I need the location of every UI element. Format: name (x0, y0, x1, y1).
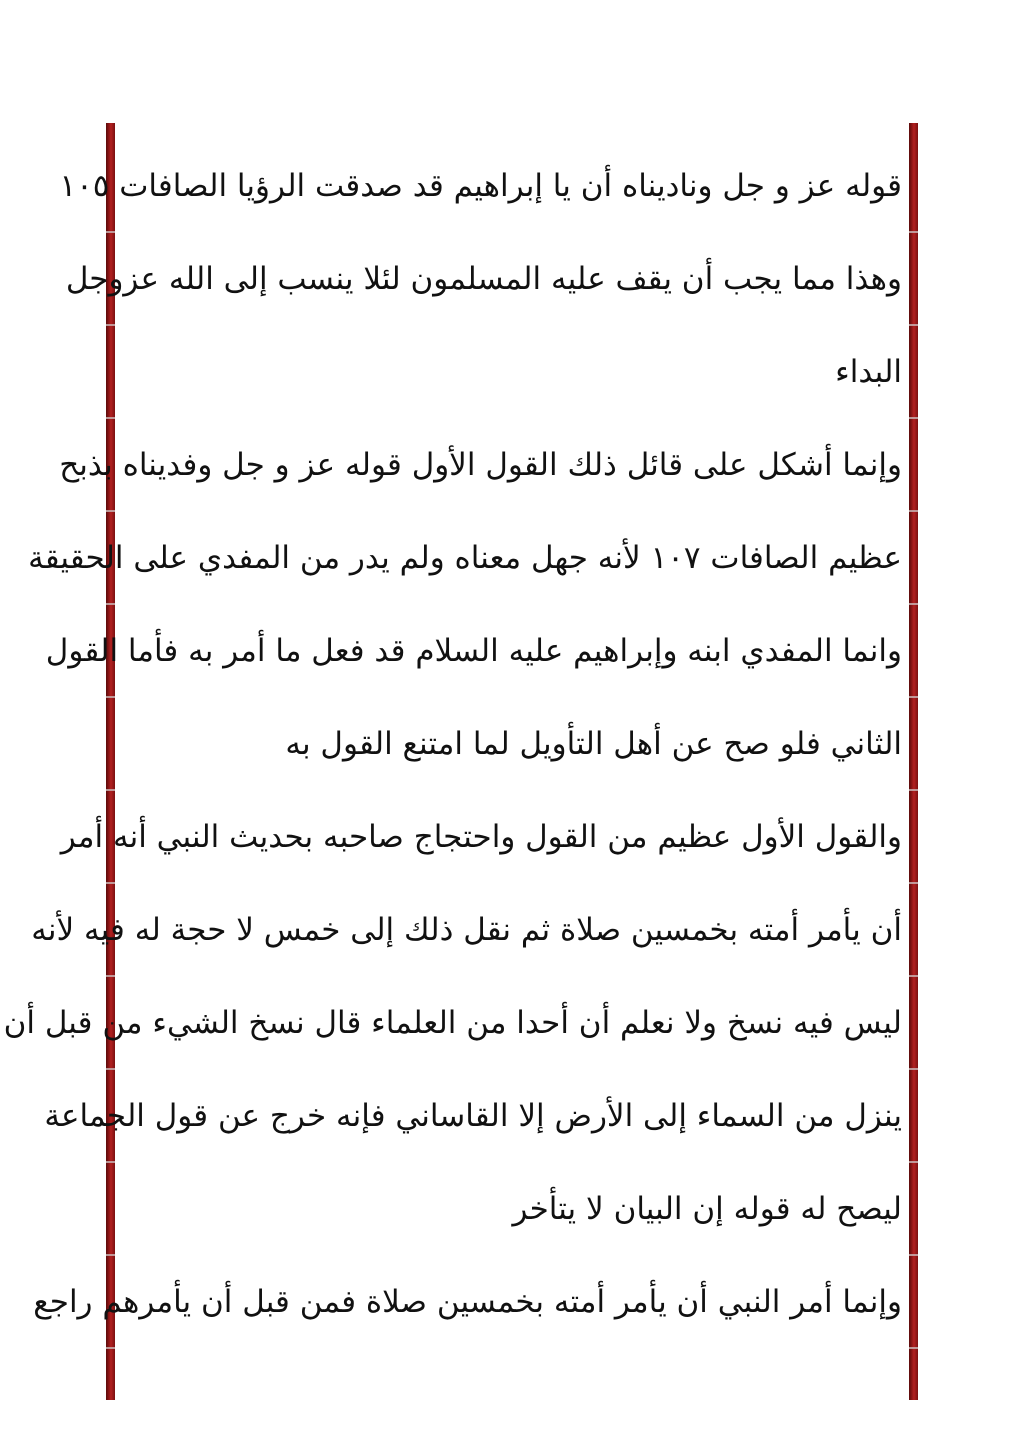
border-segment-mark (909, 882, 918, 884)
text-line: وهذا مما يجب أن يقف عليه المسلمون لئلا ينسب إلى الله عزوجل (65, 261, 902, 297)
text-line: قوله عز و جل وناديناه أن يا إبراهيم قد صدقت الرؤيا الصافات ١٠٥ (59, 168, 902, 204)
border-segment-mark (909, 1161, 918, 1163)
text-line: أن يأمر أمته بخمسين صلاة ثم نقل ذلك إلى خمس لا حجة له فيه لأنه (31, 912, 902, 948)
text-line: والقول الأول عظيم من القول واحتجاج صاحبه بحديث النبي أنه أمر (60, 819, 902, 855)
border-segment-mark (909, 231, 918, 233)
border-segment-mark (909, 510, 918, 512)
text-line: وانما المفدي ابنه وإبراهيم عليه السلام قد فعل ما أمر به فأما القول (45, 633, 902, 669)
text-line: الثاني فلو صح عن أهل التأويل لما امتنع القول به (285, 726, 902, 762)
border-segment-mark (909, 789, 918, 791)
text-body (3, 123, 902, 1400)
text-frame (3, 123, 918, 1400)
right-border-rule (909, 123, 918, 1400)
border-segment-mark (909, 417, 918, 419)
border-segment-mark (909, 603, 918, 605)
text-line: عظيم الصافات ١٠٧ لأنه جهل معناه ولم يدر من المفدي على الحقيقة (28, 540, 902, 576)
text-line: ينزل من السماء إلى الأرض إلا القاساني فإنه خرج عن قول الجماعة (44, 1098, 902, 1134)
border-segment-mark (909, 975, 918, 977)
border-segment-mark (909, 696, 918, 698)
border-segment-mark (909, 1347, 918, 1349)
text-line: وإنما أمر النبي أن يأمر أمته بخمسين صلاة فمن قبل أن يأمرهم راجع (33, 1284, 902, 1320)
text-line: البداء (835, 354, 902, 390)
border-segment-mark (909, 324, 918, 326)
border-segment-mark (909, 1254, 918, 1256)
border-segment-mark (909, 1068, 918, 1070)
text-line: ليس فيه نسخ ولا نعلم أن أحدا من العلماء قال نسخ الشيء من قبل أن (3, 1005, 902, 1041)
text-line: وإنما أشكل على قائل ذلك القول الأول قوله عز و جل وفديناه بذبح (59, 447, 902, 483)
text-line: ليصح له قوله إن البيان لا يتأخر (512, 1191, 902, 1227)
